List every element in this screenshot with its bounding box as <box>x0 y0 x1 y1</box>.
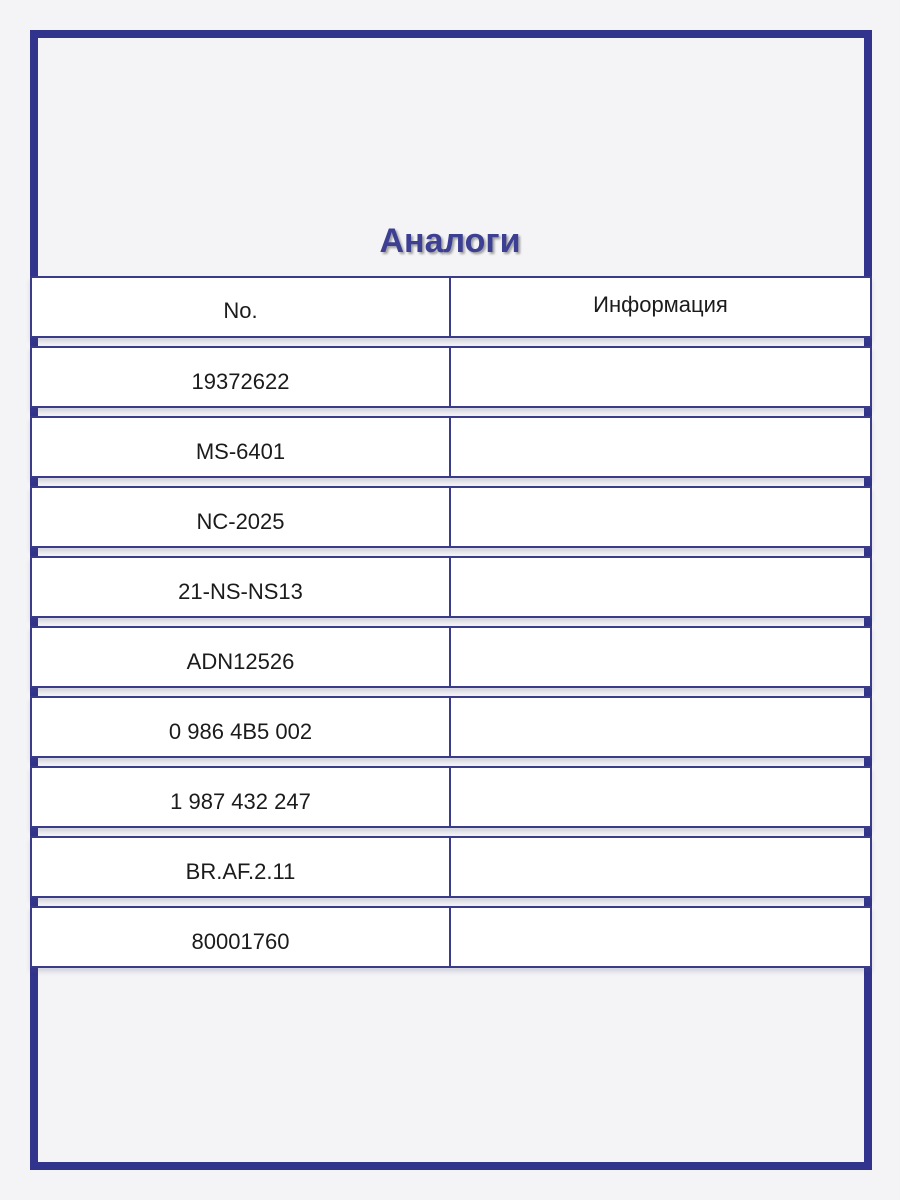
cell-info <box>451 698 870 756</box>
table-row <box>30 626 872 688</box>
cell-info <box>451 908 870 966</box>
column-header-no: No. <box>32 278 451 336</box>
cell-info <box>451 348 870 406</box>
column-header-info: Информация <box>593 292 728 317</box>
cell-no: NC-2025 <box>32 488 451 546</box>
cell-no: 21-NS-NS13 <box>32 558 451 616</box>
page-title: Аналоги <box>379 222 521 260</box>
table-header <box>30 276 872 338</box>
cell-no: 1 987 432 247 <box>32 768 451 826</box>
cell-info <box>451 488 870 546</box>
cell-info <box>451 628 870 686</box>
table-row <box>30 696 872 758</box>
cell-no: 80001760 <box>32 908 451 966</box>
cell-no: 0 986 4B5 002 <box>32 698 451 756</box>
table-row <box>30 836 872 898</box>
table-row <box>30 906 872 968</box>
table-row <box>30 346 872 408</box>
cell-info <box>451 838 870 896</box>
table-row <box>30 556 872 618</box>
cell-no: 19372622 <box>32 348 451 406</box>
cell-no: BR.AF.2.11 <box>32 838 451 896</box>
table-row <box>30 486 872 548</box>
cell-info <box>451 768 870 826</box>
table-row <box>30 416 872 478</box>
table-row <box>30 766 872 828</box>
cell-no: ADN12526 <box>32 628 451 686</box>
cell-info <box>451 558 870 616</box>
cell-no: MS-6401 <box>32 418 451 476</box>
cell-info <box>451 418 870 476</box>
